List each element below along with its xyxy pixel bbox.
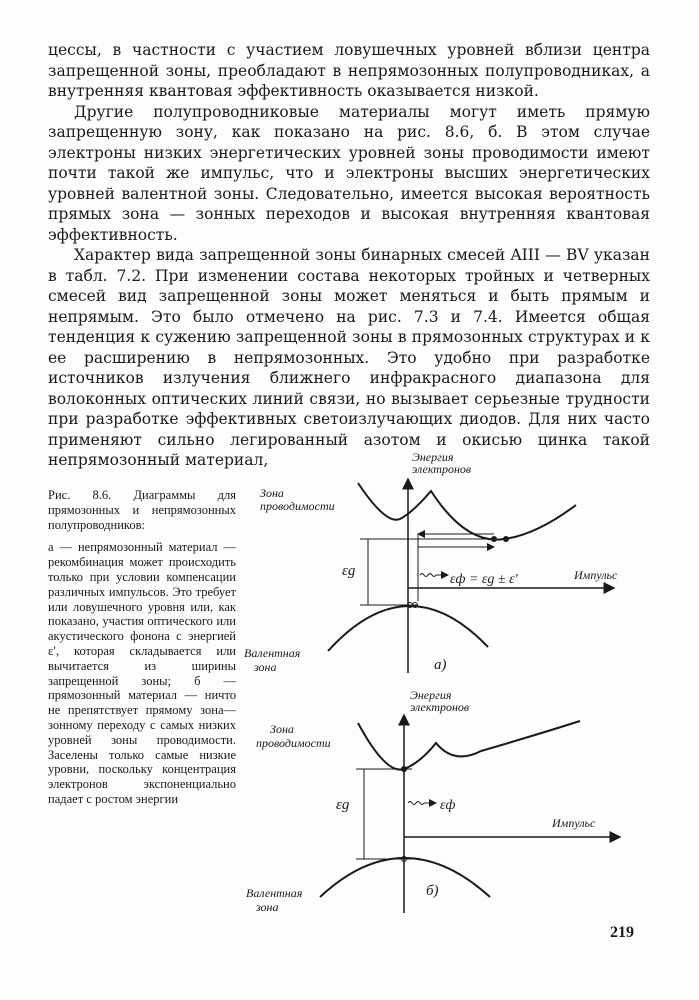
energy-label-b1: Энергия bbox=[410, 688, 452, 702]
vb-label-a2: зона bbox=[254, 660, 277, 674]
energy-label-a2: электронов bbox=[412, 462, 472, 476]
cb-label-b2: проводимости bbox=[256, 736, 331, 750]
photon-label-a: εф = εg ± ε′ bbox=[450, 572, 518, 587]
page-number: 219 bbox=[610, 924, 634, 941]
energy-label-b2: электронов bbox=[410, 700, 470, 714]
vb-label-b1: Валентная bbox=[246, 886, 303, 900]
valence-band-b bbox=[320, 858, 490, 897]
paragraph-3: Характер вида запрещенной зоны бинарных смесей AIII — BV указан в табл. 7.2. При изменении состава некоторых тройных и четверных смесей вид запрещенной зоны может меняться и быть прямым и непрямым. Это было отмечено на рис. 7.3 и 7.4. Имеется общая тенденция к сужению запрещенной зоны в прямозонных структурах и к ее расширению в непрямозонных. Это удобно при разработке источников излучения ближнего инфракрасного диапазона для волоконных оптических линий связи, но вызывает серьезные трудности при разработке эффективных светоизлучающих диодов. Для них часто применяют сильно легированный азотом и окисью цинка такой непрямозонный материал, bbox=[48, 246, 650, 469]
caption-title: Рис. 8.6. Диаграммы для прямозонных и непрямозонных полупроводников: bbox=[48, 488, 236, 532]
gap-label-a: εg bbox=[342, 563, 356, 579]
electron-a2 bbox=[503, 536, 509, 542]
photon-wavy-a bbox=[420, 574, 436, 577]
diagram-b-direct bbox=[246, 688, 620, 914]
band-diagrams-figure bbox=[236, 435, 656, 925]
paragraph-1: цессы, в частности с участием ловушечных уровней вблизи центра запрещенной зоны, преобладают в непрямозонных полупроводниках, а внутренняя квантовая эффективность оказывается низкой. bbox=[48, 41, 650, 100]
conduction-band-a bbox=[358, 483, 576, 540]
paragraph-2: Другие полупроводниковые материалы могут иметь прямую запрещенную зону, как показано на рис. 8.6, б. В этом случае электроны низких энергетических уровней зоны проводимости имеют почти такой же импульс, что и электроны высших энергетических уровней валентной зоны. Следовательно, имеется высокая вероятность прямых зона — зонных переходов и высокая внутренняя квантовая эффективность. bbox=[48, 102, 650, 244]
vb-label-a1: Валентная bbox=[244, 646, 301, 660]
conduction-band-b bbox=[358, 721, 580, 770]
electron-a1 bbox=[491, 536, 497, 542]
cb-label-b1: Зона bbox=[270, 722, 294, 736]
gap-label-b: εg bbox=[336, 797, 350, 813]
body-text bbox=[48, 40, 650, 471]
panel-label-b: б) bbox=[426, 883, 439, 899]
momentum-label-a: Импульс bbox=[574, 568, 618, 582]
panel-label-a: а) bbox=[434, 657, 447, 673]
diagram-a-indirect bbox=[244, 450, 618, 674]
cb-label-a2: проводимости bbox=[260, 499, 335, 513]
vb-label-b2: зона bbox=[256, 900, 279, 914]
photon-label-b: εф bbox=[440, 798, 456, 813]
photon-wavy-b bbox=[408, 802, 424, 805]
momentum-label-b: Импульс bbox=[552, 816, 596, 830]
electron-b bbox=[401, 766, 407, 772]
caption-text: а — непрямозонный материал — рекомбинация может происходить только при условии компенсации различных импульсов. Это требует или ловушечного уровня или, как показано, участия оптического или акустического фонона с энергией ε′, которая складывается или вычитается из ширины запрещенной зоны; б — прямозонный материал — ничто не препятствует прямому зона—зонному переходу с самых низких уровней зоны проводимости. Заселены только самые низкие уровни, поскольку концентрация электронов экспоненциально падает с ростом энергии bbox=[48, 540, 236, 806]
figure-caption bbox=[48, 488, 236, 815]
energy-label-a1: Энергия bbox=[412, 450, 454, 464]
cb-label-a1: Зона bbox=[260, 486, 284, 500]
